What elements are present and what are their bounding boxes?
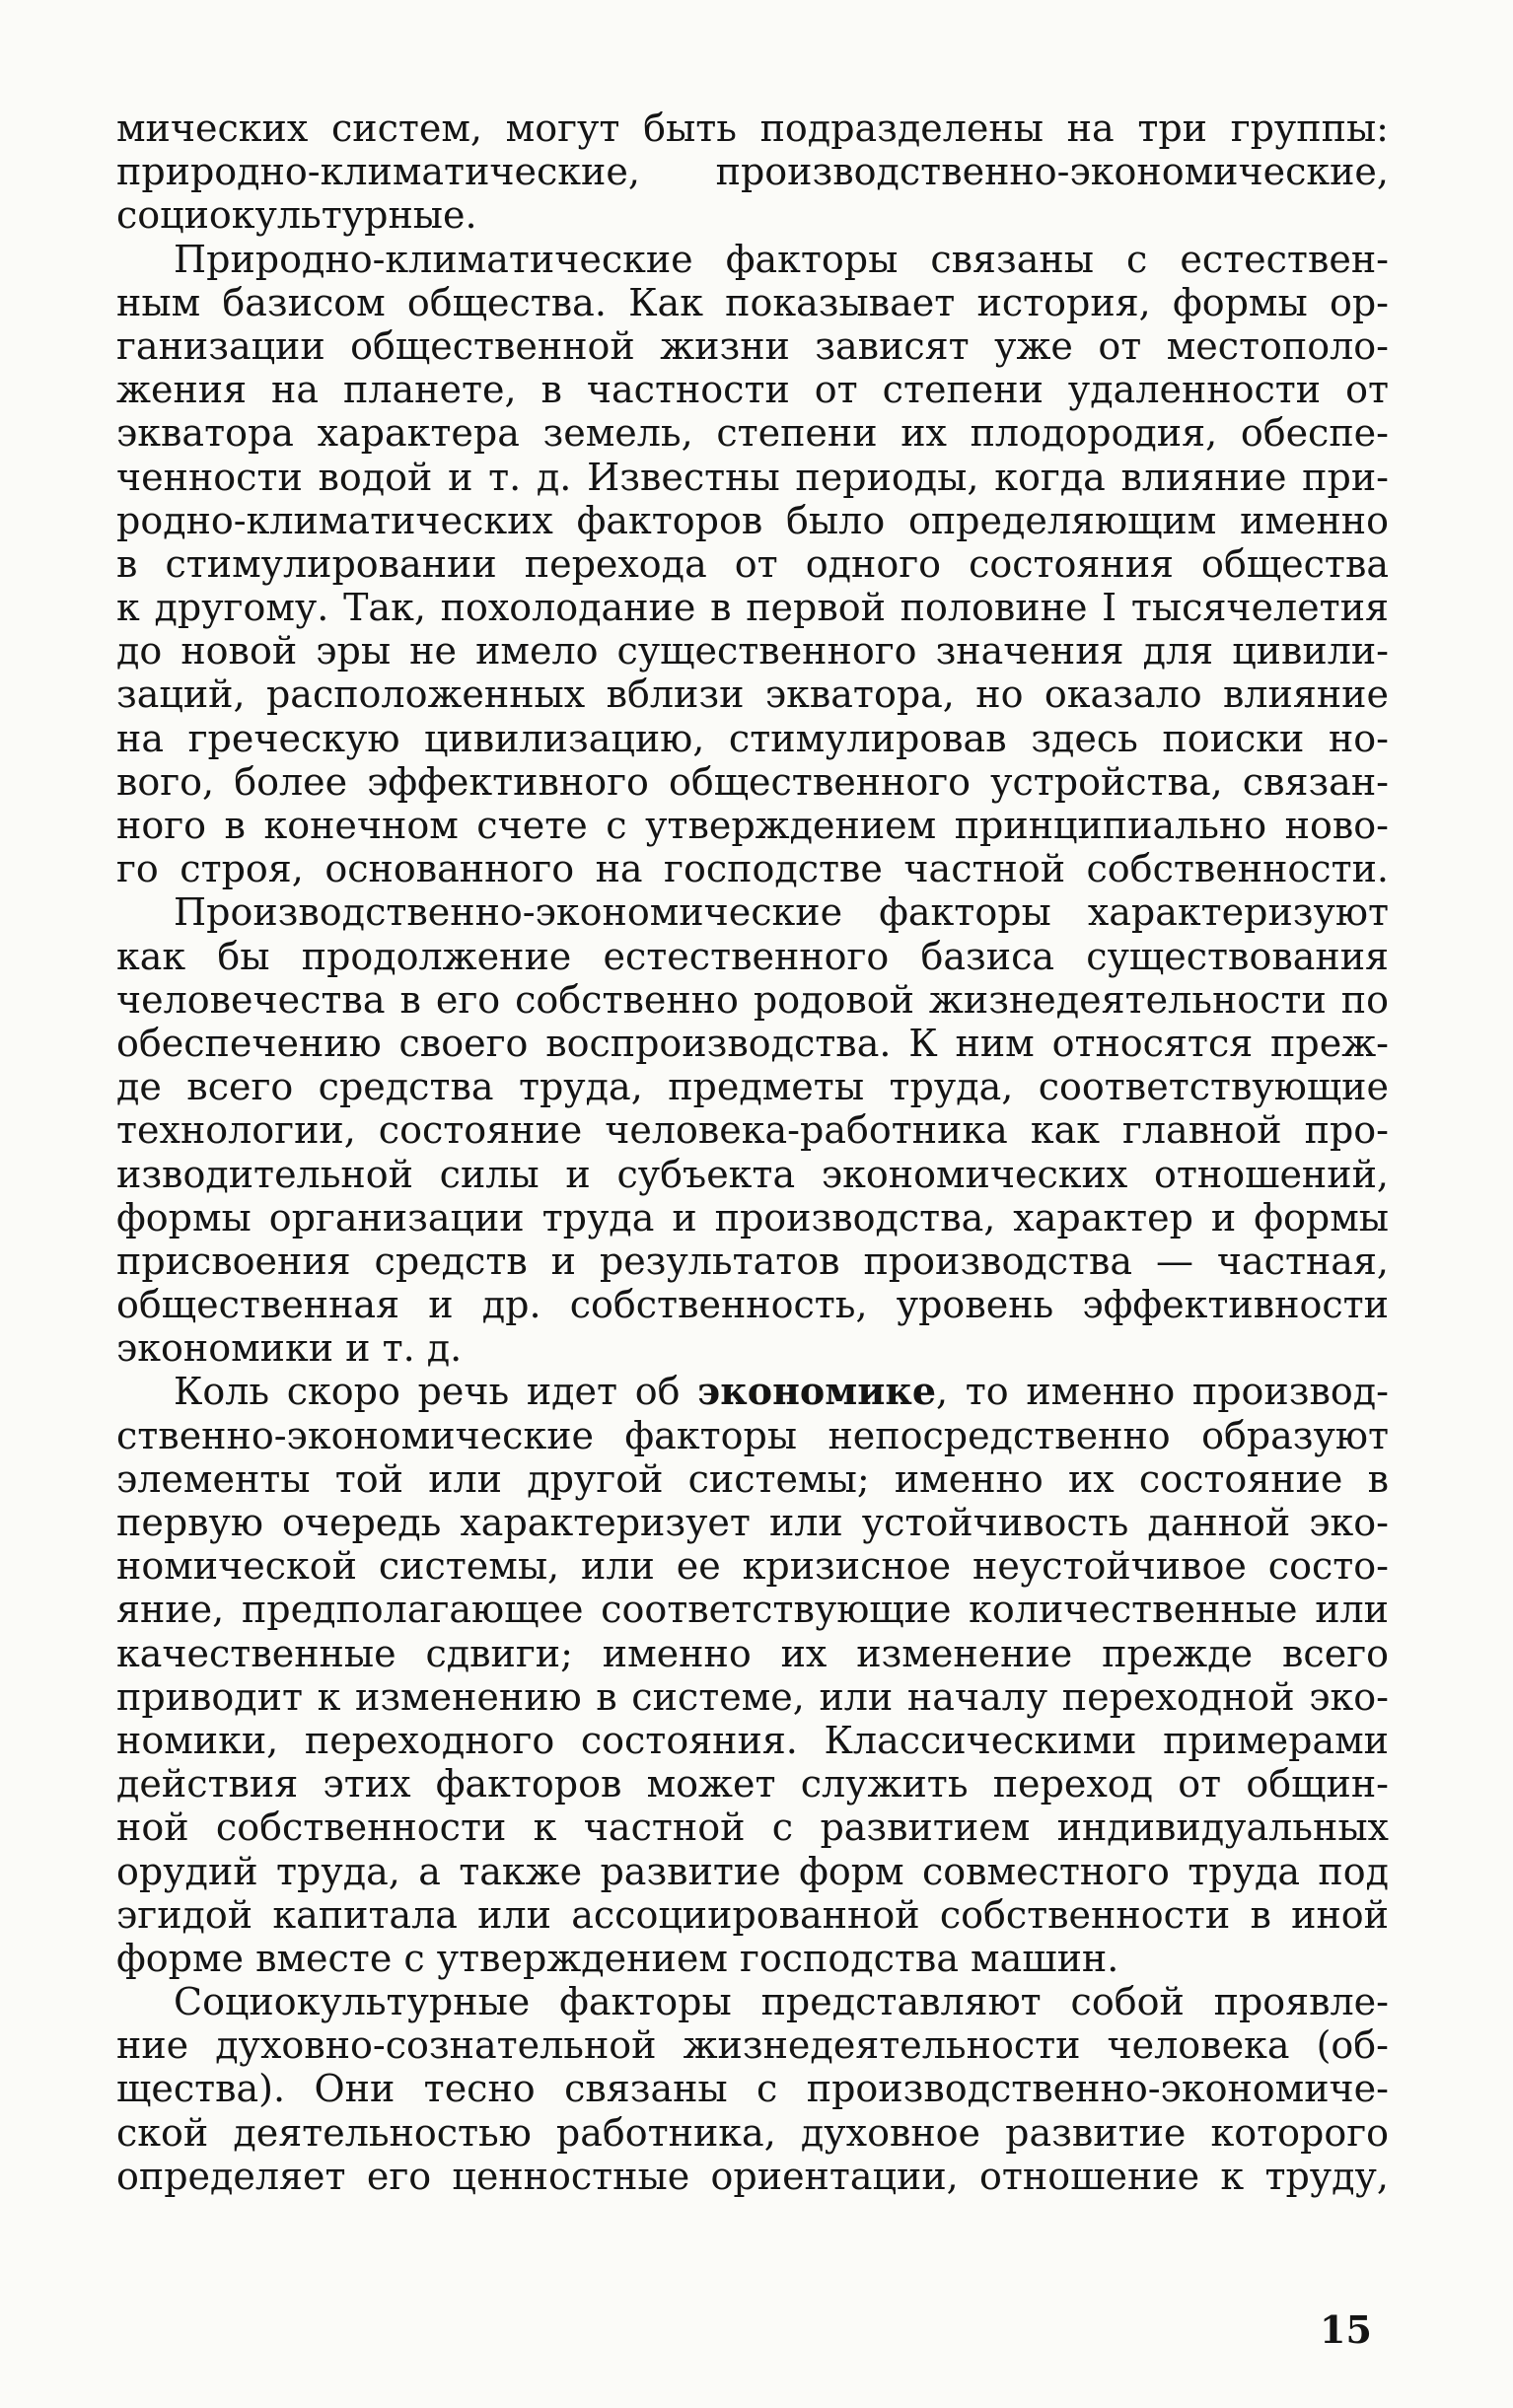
paragraph bbox=[116, 1370, 1389, 1980]
text-line: как бы продолжение естественного базиса существования bbox=[116, 934, 1389, 978]
text-line: ного в конечном счете с утверждением принципиально ново- bbox=[116, 804, 1389, 847]
text-line: номики, переходного состояния. Классическими примерами bbox=[116, 1718, 1389, 1762]
text-line: ченности водой и т. д. Известны периоды, когда влияние при- bbox=[116, 455, 1389, 499]
text-line: жения на планете, в частности от степени удаленности от bbox=[116, 368, 1389, 412]
text-line: ганизации общественной жизни зависят уже от местополо- bbox=[116, 323, 1389, 368]
text-line: яние, предполагающее соответствующие количественные или bbox=[116, 1588, 1389, 1632]
text-line: вого, более эффективного общественного устройства, связан- bbox=[116, 759, 1389, 804]
page-number: 15 bbox=[1320, 2307, 1372, 2352]
paragraph bbox=[116, 1980, 1389, 2198]
text-line: ственно-экономические факторы непосредственно образуют bbox=[116, 1413, 1389, 1457]
text-line: форме вместе с утверждением господства машин. bbox=[116, 1936, 1119, 1980]
text-line: эгидой капитала или ассоциированной собственности в иной bbox=[116, 1892, 1389, 1937]
text-line: природно-климатические, производственно-экономические, bbox=[116, 150, 1389, 194]
text-line: ным базисом общества. Как показывает история, формы ор- bbox=[116, 280, 1389, 324]
text-line: Производственно-экономические факторы характеризуют bbox=[174, 890, 1389, 935]
text-line: элементы той или другой системы; именно их состояние в bbox=[116, 1456, 1389, 1501]
paragraph bbox=[116, 106, 1389, 238]
text-line: на греческую цивилизацию, стимулировав здесь поиски но- bbox=[116, 716, 1389, 760]
paragraph bbox=[116, 890, 1389, 1370]
text-line: родно-климатических факторов было определяющим именно bbox=[116, 498, 1389, 542]
text-line: го строя, основанного на господстве частной собственности. bbox=[116, 847, 1389, 891]
text-line: приводит к изменению в системе, или началу переходной эко- bbox=[116, 1674, 1389, 1719]
text-line: первую очередь характеризует или устойчивость данной эко- bbox=[116, 1501, 1389, 1544]
text-line: определяет его ценностные ориентации, отношение к труду, bbox=[116, 2154, 1389, 2198]
text-line: в стимулировании перехода от одного состояния общества bbox=[116, 541, 1389, 586]
text-line: мических систем, могут быть подразделены на три группы: bbox=[116, 106, 1389, 150]
text-line: ной собственности к частной с развитием индивидуальных bbox=[116, 1806, 1389, 1850]
text-line: экватора характера земель, степени их плодородия, обеспе- bbox=[116, 411, 1389, 456]
text-line: Социокультурные факторы представляют собой проявле- bbox=[174, 1980, 1389, 2024]
text-line: присвоения средств и результатов производства — частная, bbox=[116, 1239, 1389, 1283]
text-line: действия этих факторов может служить переход от общин- bbox=[116, 1762, 1389, 1806]
text-line: формы организации труда и производства, характер и формы bbox=[116, 1195, 1389, 1239]
text-line: человечества в его собственно родовой жизнедеятельности по bbox=[116, 977, 1389, 1022]
text-line: общественная и др. собственность, уровень эффективности bbox=[116, 1283, 1389, 1327]
text-line: номической системы, или ее кризисное неустойчивое состо- bbox=[116, 1544, 1389, 1589]
text-line: экономики и т. д. bbox=[116, 1326, 463, 1371]
text-line: социокультурные. bbox=[116, 193, 477, 238]
text-line: Природно-климатические факторы связаны с естествен- bbox=[174, 237, 1389, 281]
text-line: ние духовно-сознательной жизнедеятельности человека (об- bbox=[116, 2023, 1389, 2068]
bold-term: экономике bbox=[697, 1369, 937, 1414]
text-line: щества). Они тесно связаны с производственно-экономиче- bbox=[116, 2067, 1389, 2111]
text-line-with-bold-term: Коль скоро речь идет об экономике, то именно производ- bbox=[174, 1369, 1389, 1414]
body-text bbox=[116, 106, 1389, 2198]
text-line: технологии, состояние человека-работника как главной про- bbox=[116, 1108, 1389, 1153]
text-line: обеспечению своего воспроизводства. К ним относятся преж- bbox=[116, 1021, 1389, 1065]
text-line: до новой эры не имело существенного значения для цивили- bbox=[116, 629, 1389, 673]
text-line: орудий труда, а также развитие форм совместного труда под bbox=[116, 1849, 1389, 1893]
text-line: ской деятельностью работника, духовное развитие которого bbox=[116, 2110, 1389, 2155]
text-line: де всего средства труда, предметы труда, соответствующие bbox=[116, 1065, 1389, 1109]
text-line: к другому. Так, похолодание в первой половине I тысячелетия bbox=[116, 586, 1389, 630]
text-line: изводительной силы и субъекта экономических отношений, bbox=[116, 1152, 1389, 1196]
paragraph bbox=[116, 238, 1389, 891]
text-line: заций, расположенных вблизи экватора, но оказало влияние bbox=[116, 673, 1389, 717]
text-line: качественные сдвиги; именно их изменение прежде всего bbox=[116, 1631, 1389, 1675]
